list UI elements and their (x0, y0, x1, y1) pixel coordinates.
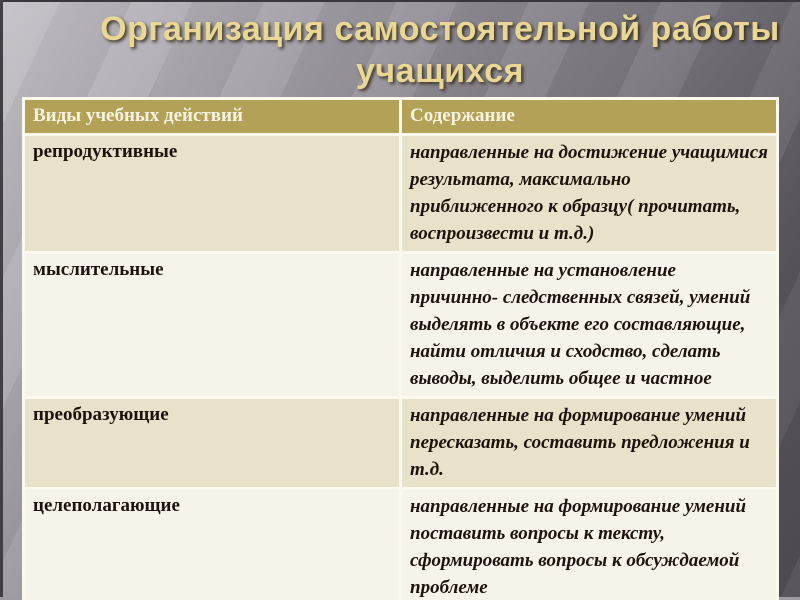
table-row (25, 490, 776, 600)
action-type-cell: преобразующие (25, 399, 399, 487)
table-row (25, 399, 776, 487)
table-header-content: Содержание (402, 100, 776, 133)
action-type-cell: мыслительные (25, 254, 399, 396)
table-header-action-types: Виды учебных действий (25, 100, 399, 133)
table-row (25, 136, 776, 251)
action-content-cell: направленные на формирование умений поставить вопросы к тексту, сформировать вопросы к обсуждаемой проблеме (402, 490, 776, 600)
action-content-cell: направленные на достижение учащимися результата, максимально приближенного к образцу( прочитать, воспроизвести и т.д.) (402, 136, 776, 251)
slide-title: Организация самостоятельной работы учащихся (100, 10, 780, 90)
table-row (25, 254, 776, 396)
action-type-cell: целеполагающие (25, 490, 399, 600)
slide-top-edge (0, 0, 800, 2)
action-content-cell: направленные на формирование умений пересказать, составить предложения и т.д. (402, 399, 776, 487)
action-content-cell: направленные на установление причинно- следственных связей, умений выделять в объекте его составляющие, найти отличия и сходство, сделать выводы, выделить общее и частное (402, 254, 776, 396)
slide-left-edge (0, 0, 3, 600)
learning-actions-table (22, 97, 779, 600)
table-header-row (25, 100, 776, 133)
action-type-cell: репродуктивные (25, 136, 399, 251)
